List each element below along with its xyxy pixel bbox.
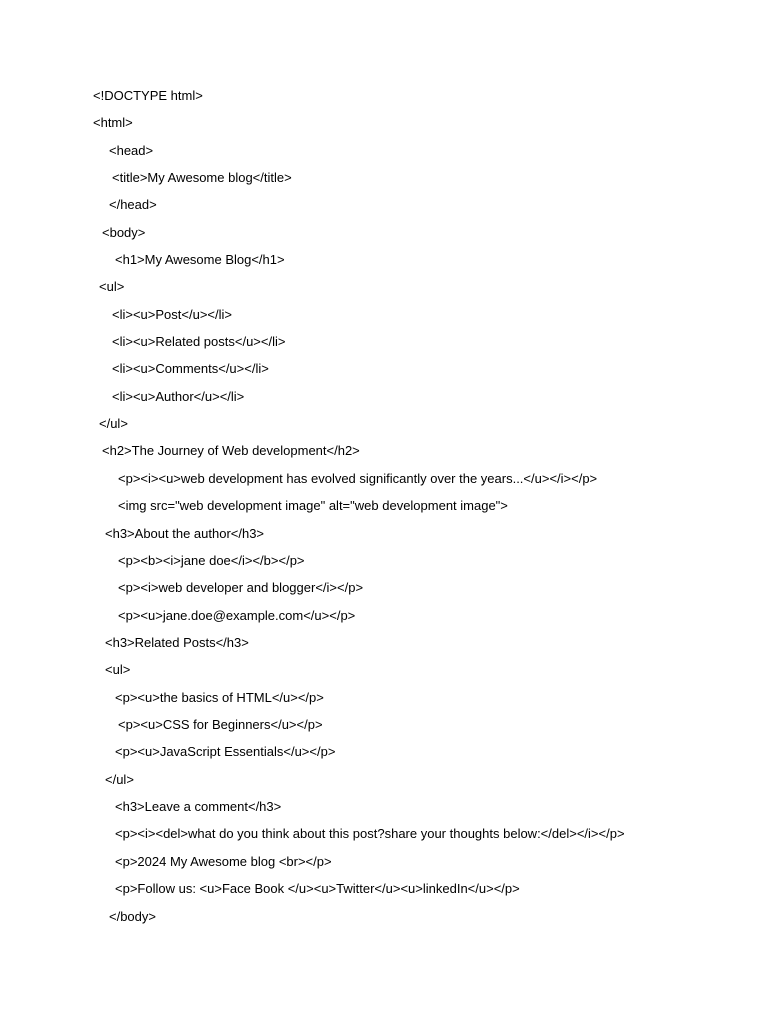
code-line: <body> xyxy=(102,225,146,240)
code-line: <p><b><i>jane doe</i></b></p> xyxy=(118,553,305,568)
code-line: </ul> xyxy=(99,416,128,431)
code-line: <p><u>JavaScript Essentials</u></p> xyxy=(115,744,336,759)
code-line: <p>2024 My Awesome blog <br></p> xyxy=(115,854,332,869)
code-line: <li><u>Post</u></li> xyxy=(112,307,232,322)
code-line: <p><i><del>what do you think about this post?share your thoughts below:</del></i></p> xyxy=(115,826,625,841)
code-line: <p><i><u>web development has evolved significantly over the years...</u></i></p> xyxy=(118,471,598,486)
code-line: <h3>Related Posts</h3> xyxy=(105,635,249,650)
code-line: <!DOCTYPE html> xyxy=(93,88,203,103)
code-line: <li><u>Author</u></li> xyxy=(112,389,245,404)
code-line: <ul> xyxy=(105,662,131,677)
code-line: </ul> xyxy=(105,772,134,787)
code-line: <p><u>the basics of HTML</u></p> xyxy=(115,690,324,705)
code-line: </head> xyxy=(109,197,157,212)
code-line: <img src="web development image" alt="web development image"> xyxy=(118,498,508,513)
code-line: <p>Follow us: <u>Face Book </u><u>Twitter</u><u>linkedIn</u></p> xyxy=(115,881,520,896)
code-line: <p><u>CSS for Beginners</u></p> xyxy=(118,717,323,732)
code-line: <li><u>Related posts</u></li> xyxy=(112,334,286,349)
code-line: <h1>My Awesome Blog</h1> xyxy=(115,252,285,267)
code-line: <title>My Awesome blog</title> xyxy=(112,170,292,185)
code-line: <p><i>web developer and blogger</i></p> xyxy=(118,580,364,595)
code-line: <ul> xyxy=(99,279,125,294)
code-line: <html> xyxy=(93,115,133,130)
code-line: </body> xyxy=(109,909,156,924)
code-line: <li><u>Comments</u></li> xyxy=(112,361,269,376)
code-line: <head> xyxy=(109,143,154,158)
code-line: <h3>About the author</h3> xyxy=(105,526,265,541)
code-line: <h3>Leave a comment</h3> xyxy=(115,799,282,814)
code-line: <p><u>jane.doe@example.com</u></p> xyxy=(118,608,356,623)
code-line: <h2>The Journey of Web development</h2> xyxy=(102,443,360,458)
